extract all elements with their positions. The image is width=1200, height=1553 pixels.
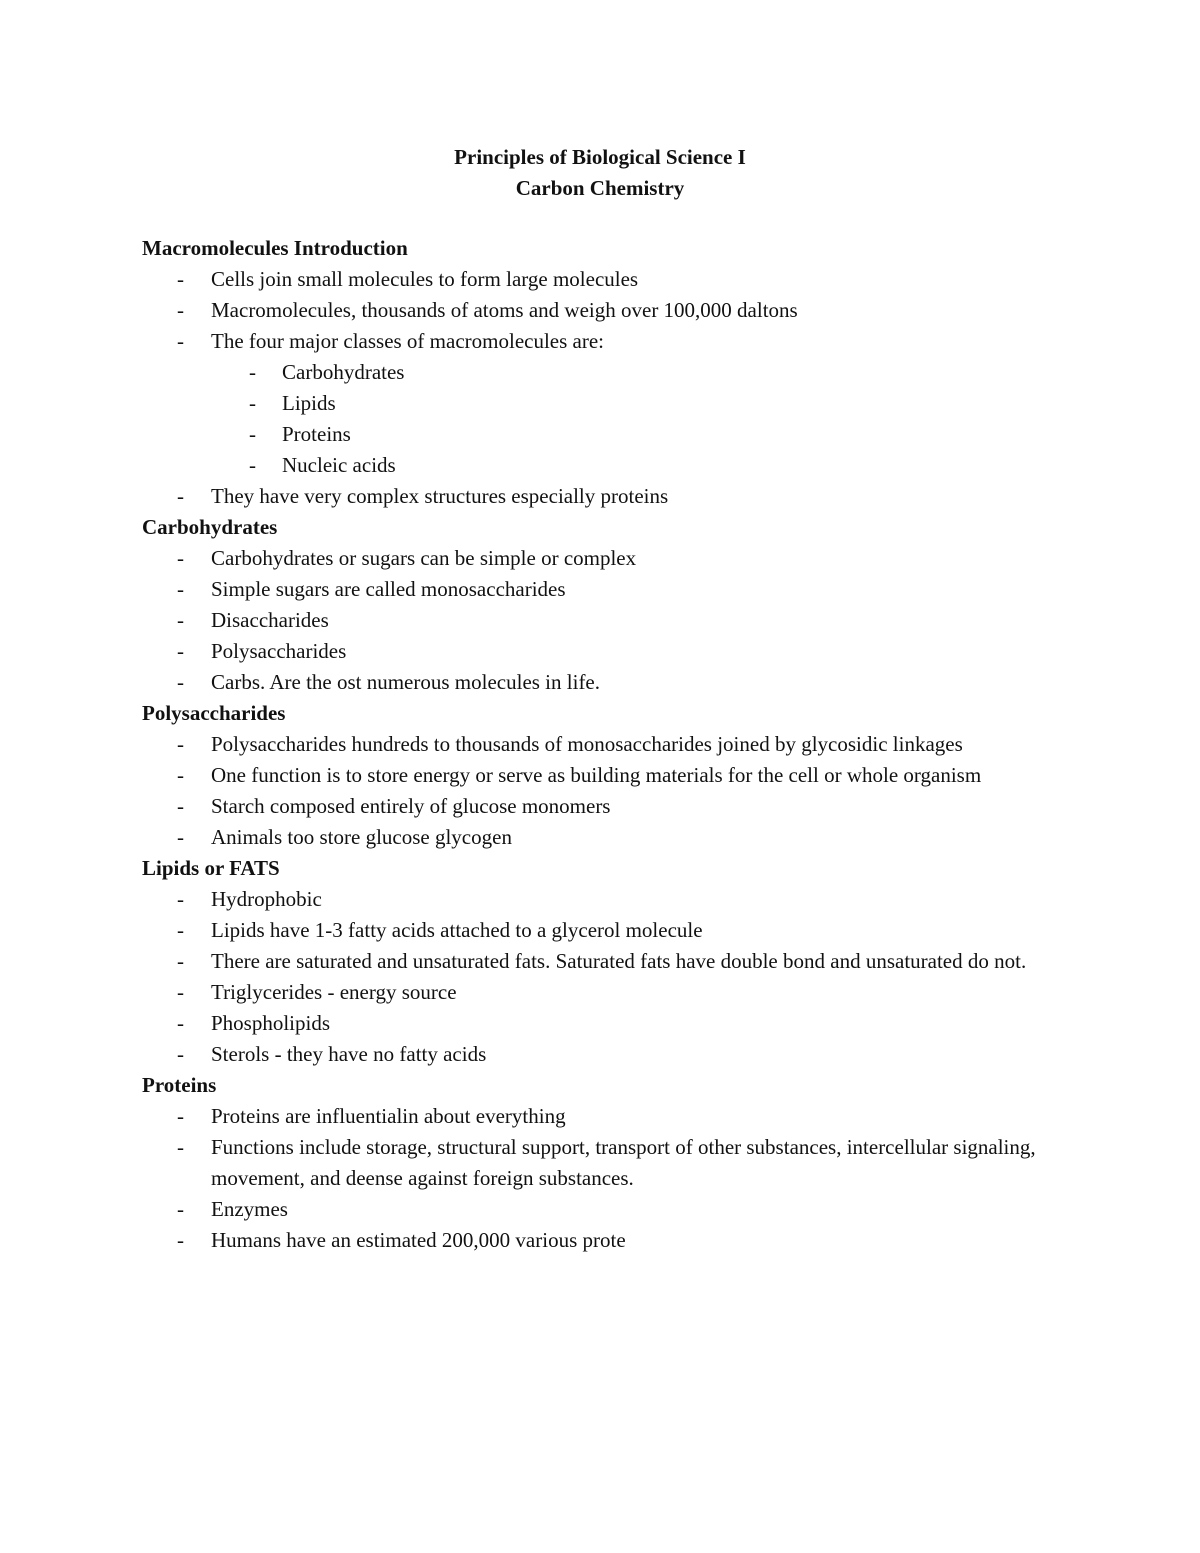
bullet-dash: - — [177, 1042, 184, 1066]
bullet-dash: - — [177, 732, 184, 756]
sub-list-item: - Proteins — [142, 419, 1082, 450]
list-item: - Cells join small molecules to form large molecules — [142, 264, 1082, 295]
sub-list-item: - Carbohydrates — [142, 357, 1082, 388]
list-item: - Polysaccharides hundreds to thousands of monosaccharides joined by glycosidic linkages — [142, 729, 1082, 760]
list-item: - Carbohydrates or sugars can be simple or complex — [142, 543, 1082, 574]
title-block — [0, 142, 1200, 204]
list-item: - Polysaccharides — [142, 636, 1082, 667]
section-heading-proteins: Proteins — [142, 1073, 217, 1097]
bullet-dash: - — [177, 1135, 184, 1159]
document-subtitle: Carbon Chemistry — [515, 176, 685, 200]
list-item: - Triglycerides - energy source — [142, 977, 1082, 1008]
bullet-dash: - — [177, 329, 184, 353]
list-item: - Starch composed entirely of glucose monomers — [142, 791, 1082, 822]
bullet-list-polysaccharides — [142, 729, 1082, 853]
bullet-list-proteins — [142, 1101, 1082, 1256]
list-item: - Animals too store glucose glycogen — [142, 822, 1082, 853]
bullet-dash: - — [177, 546, 184, 570]
bullet-dash: - — [177, 794, 184, 818]
document-title: Principles of Biological Science I — [454, 145, 746, 169]
section-heading-lipids: Lipids or FATS — [142, 856, 280, 880]
list-item: - Functions include storage, structural support, transport of other substances, intercellular signaling, movement, and deense against foreign substances. — [142, 1132, 1082, 1194]
list-item: - The four major classes of macromolecules are: — [142, 326, 1082, 357]
list-item: - One function is to store energy or serve as building materials for the cell or whole organism — [142, 760, 1082, 791]
list-item: - They have very complex structures especially proteins — [142, 481, 1082, 512]
bullet-dash: - — [249, 422, 256, 446]
bullet-dash: - — [177, 1228, 184, 1252]
sub-list-item: - Lipids — [142, 388, 1082, 419]
list-item: - Macromolecules, thousands of atoms and weigh over 100,000 daltons — [142, 295, 1082, 326]
list-item: - Sterols - they have no fatty acids — [142, 1039, 1082, 1070]
section-heading-macromolecules: Macromolecules Introduction — [142, 236, 408, 260]
bullet-dash: - — [249, 453, 256, 477]
section-heading-polysaccharides: Polysaccharides — [142, 701, 286, 725]
list-item: - Carbs. Are the ost numerous molecules in life. — [142, 667, 1082, 698]
bullet-list-carbohydrates — [142, 543, 1082, 698]
list-item: - Phospholipids — [142, 1008, 1082, 1039]
bullet-dash: - — [177, 887, 184, 911]
bullet-dash: - — [177, 1197, 184, 1221]
list-item: - Humans have an estimated 200,000 various prote — [142, 1225, 1082, 1256]
bullet-dash: - — [177, 267, 184, 291]
bullet-dash: - — [177, 949, 184, 973]
bullet-dash: - — [177, 825, 184, 849]
bullet-list-macromolecules — [142, 264, 1082, 512]
list-item: - There are saturated and unsaturated fats. Saturated fats have double bond and unsaturated do not. — [142, 946, 1082, 977]
bullet-dash: - — [249, 360, 256, 384]
bullet-dash: - — [177, 577, 184, 601]
bullet-dash: - — [249, 391, 256, 415]
list-item: - Disaccharides — [142, 605, 1082, 636]
bullet-dash: - — [177, 1011, 184, 1035]
section-heading-carbohydrates: Carbohydrates — [142, 515, 278, 539]
document-body — [142, 233, 1082, 1256]
list-item: - Hydrophobic — [142, 884, 1082, 915]
bullet-dash: - — [177, 670, 184, 694]
bullet-dash: - — [177, 763, 184, 787]
bullet-dash: - — [177, 298, 184, 322]
bullet-dash: - — [177, 608, 184, 632]
bullet-dash: - — [177, 1104, 184, 1128]
bullet-dash: - — [177, 918, 184, 942]
bullet-dash: - — [177, 484, 184, 508]
sub-list-item: - Nucleic acids — [142, 450, 1082, 481]
list-item: - Proteins are influentialin about everything — [142, 1101, 1082, 1132]
list-item: - Simple sugars are called monosaccharides — [142, 574, 1082, 605]
list-item: - Enzymes — [142, 1194, 1082, 1225]
list-item: - Lipids have 1-3 fatty acids attached to a glycerol molecule — [142, 915, 1082, 946]
bullet-list-lipids — [142, 884, 1082, 1070]
bullet-dash: - — [177, 639, 184, 663]
bullet-dash: - — [177, 980, 184, 1004]
